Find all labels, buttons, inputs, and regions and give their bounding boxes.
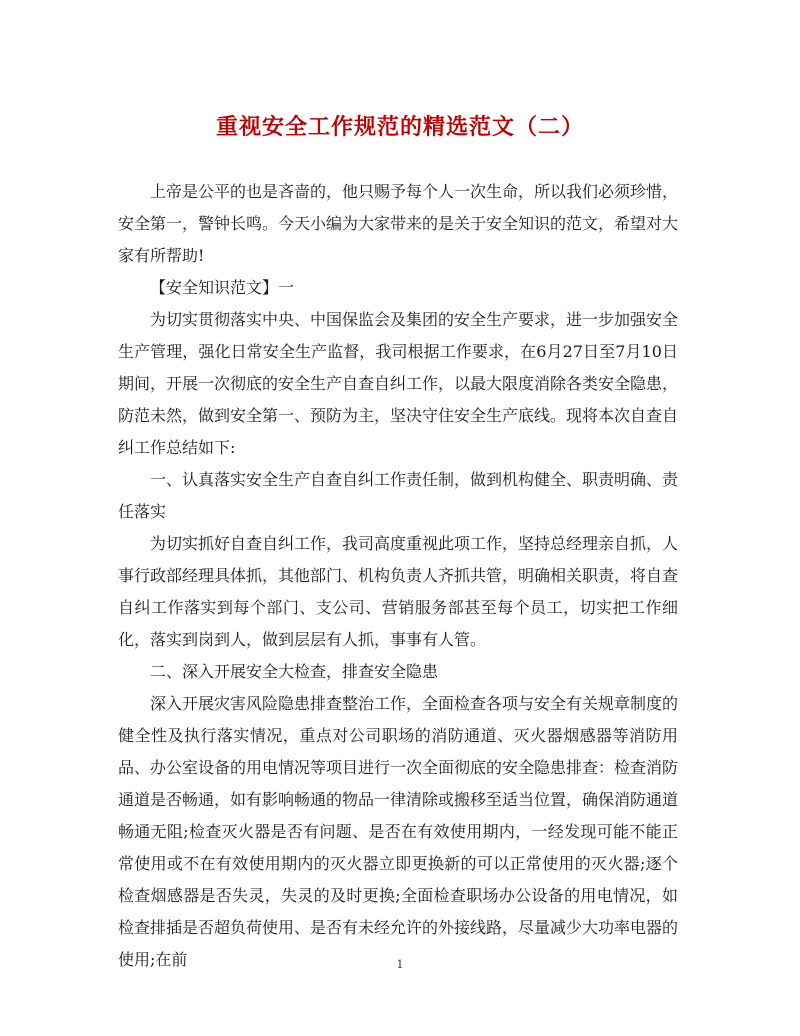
page-number: 1 (396, 958, 404, 971)
paragraph-inspection: 深入开展灾害风险隐患排查整治工作，全面检查各项与安全有关规章制度的健全性及执行落实情况，重点对公司职场的消防通道、灭火器烟感器等消防用品、办公室设备的用电情况等项目进行一次全面彻底的安全隐患排查：检查消防通道是否畅通，如有影响畅通的物品一律清除或搬移至适当位置，确保消防通道畅通无阻;检查灭火器是否有问题、是否在有效使用期内，一经发现可能不能正常使用或不在有效使用期内的灭火器立即更换新的可以正常使用的灭火器;逐个检查烟感器是否失灵，失灵的及时更换;全面检查职场办公设备的用电情况，如检查排插是否超负荷使用、是否有未经允许的外接线路，尽量减少大功率电器的使用;在前 (118, 694, 679, 969)
section-heading-sample-1: 【安全知识范文】一 (150, 278, 295, 297)
paragraph-responsibility: 为切实抓好自查自纠工作，我司高度重视此项工作，坚持总经理亲自抓，人事行政部经理具体抓，其他部门、机构负责人齐抓共管，明确相关职责，将自查自纠工作落实到每个部门、支公司、营销服务部甚至每个员工，切实把工作细化，落实到岗到人，做到层层有人抓，事事有人管。 (118, 534, 679, 649)
document-body (118, 176, 678, 976)
paragraph-background: 为切实贯彻落实中央、中国保监会及集团的安全生产要求，进一步加强安全生产管理，强化日常安全生产监督，我司根据工作要求，在6月27日至7月10日期间，开展一次彻底的安全生产自查自纠工作，以最大限度消除各类安全隐患，防范未然，做到安全第一、预防为主，坚决守住安全生产底线。现将本次自查自纠工作总结如下: (118, 310, 679, 457)
paragraph-intro: 上帝是公平的也是吝啬的，他只赐予每个人一次生命，所以我们必须珍惜，安全第一，警钟长鸣。今天小编为大家带来的是关于安全知识的范文，希望对大家有所帮助! (118, 182, 679, 265)
section-heading-responsibility: 一、认真落实安全生产自查自纠工作责任制，做到机构健全、职责明确、责任落实 (118, 470, 679, 521)
section-heading-inspection: 二、深入开展安全大检查，排查安全隐患 (150, 662, 439, 681)
document-title: 重视安全工作规范的精选范文（二） (215, 114, 584, 140)
